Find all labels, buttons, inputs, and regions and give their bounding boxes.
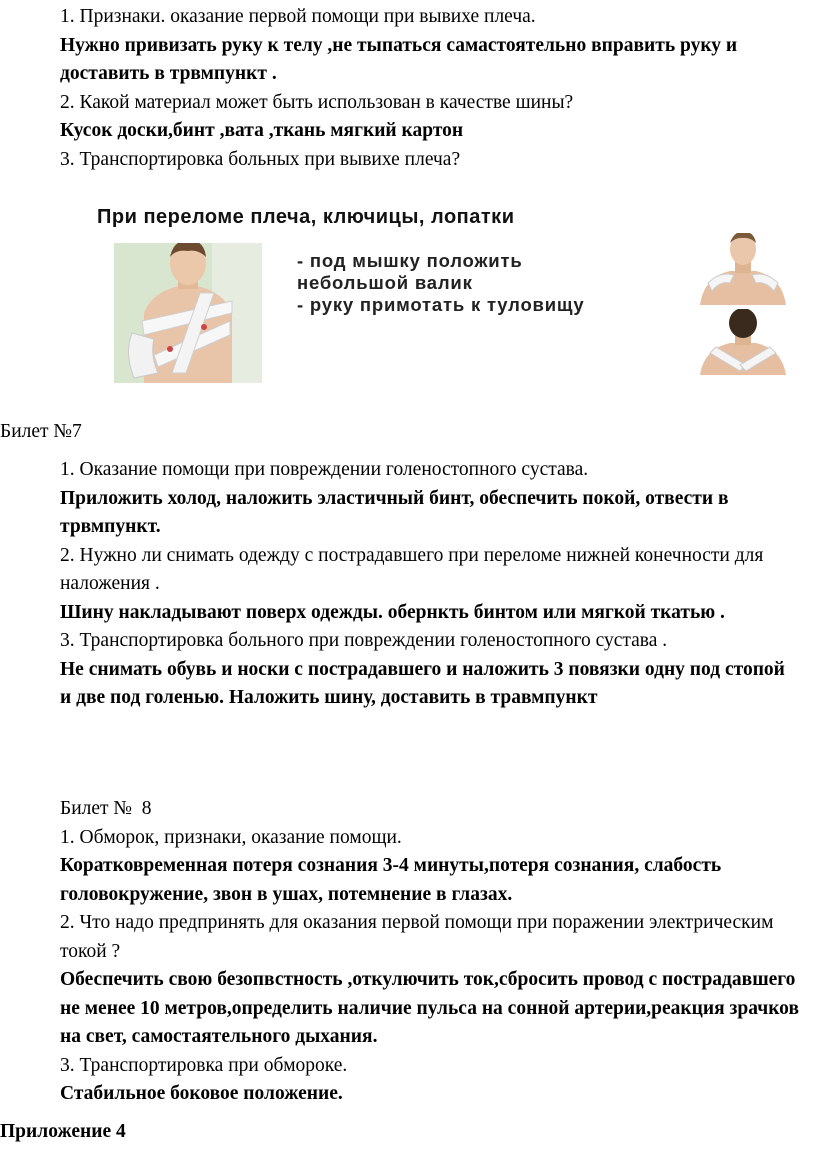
ticket7-section <box>60 456 800 713</box>
ticket8-question-1: 1. Обморок, признаки, оказание помощи. <box>60 826 402 848</box>
answer-1: Нужно привизать руку к телу ,не тыпаться самастоятельно вправить руку и доставить в трвмпункт . <box>60 34 738 84</box>
ticket7-answer-3: Не снимать обувь и носки с пострадавшего и наложить 3 повязки одну под стопой и две под голенью. Наложить шину, доставить в травмпункт <box>60 658 785 708</box>
ticket8-answer-1: Коратковременная потеря сознания 3-4 минуты,потеря сознания, слабость головокружение, звон в ушах, потемнение в глазах. <box>60 855 722 905</box>
ticket7-answer-2: Шину накладывают поверх одежды. обернкть бинтом или мягкой ткатью . <box>60 601 725 623</box>
ticket7-heading: Билет №7 <box>0 421 82 442</box>
top-section <box>60 3 800 174</box>
illustration-title: При переломе плеча, ключицы, лопатки <box>97 206 515 228</box>
ticket7-question-1: 1. Оказание помощи при повреждении голеностопного сустава. <box>60 459 589 480</box>
illustration-line-3: - руку примотать к туловищу <box>297 294 585 315</box>
illustration-line-2: небольшой валик <box>297 272 473 293</box>
shoulder-bandage-front-icon <box>694 233 792 305</box>
ticket7-heading-block <box>0 418 740 447</box>
ticket7-question-3: 3. Транспортировка больного при повреждении голеностопного сустава . <box>60 630 668 651</box>
appendix-block <box>0 1118 740 1147</box>
ticket8-question-2: 2. Что надо предпринять для оказания первой помощи при поражении электрическим токой ? <box>60 912 774 962</box>
shoulder-bandage-back-icon <box>694 309 792 375</box>
illustration-line-1: - под мышку положить <box>297 250 523 271</box>
ticket7-answer-1: Приложить холод, наложить эластичный бинт, обеспечить покой, отвести в трвмпункт. <box>60 487 729 537</box>
question-3: 3. Транспортировка больных при вывихе плеча? <box>60 148 461 170</box>
ticket8-heading: Билет № 8 <box>60 798 152 819</box>
illustration <box>92 203 802 383</box>
answer-2: Кусок доски,бинт ,вата ,ткань мягкий картон <box>60 120 464 141</box>
ticket8-answer-3: Стабильное боковое положение. <box>60 1083 343 1104</box>
ticket8-section <box>60 795 800 1109</box>
bandaged-arm-figure-icon <box>114 243 262 383</box>
question-1: 1. Признаки. оказание первой помощи при вывихе плеча. <box>60 6 536 27</box>
ticket7-question-2: 2. Нужно ли снимать одежду с пострадавшего при переломе нижней конечности для наложения . <box>60 544 764 594</box>
appendix-label: Приложение 4 <box>0 1121 126 1142</box>
ticket8-question-3: 3. Транспортировка при обмороке. <box>60 1054 348 1076</box>
question-2: 2. Какой материал может быть использован в качестве шины? <box>60 91 574 113</box>
ticket8-answer-2: Обеспечить свою безопвстность ,откулючить ток,сбросить провод с пострадавшего не менее 10 метров,определить наличие пульса на сонной артерии,реакция зрачков на свет, самостаятельного дыхания. <box>60 969 799 1047</box>
